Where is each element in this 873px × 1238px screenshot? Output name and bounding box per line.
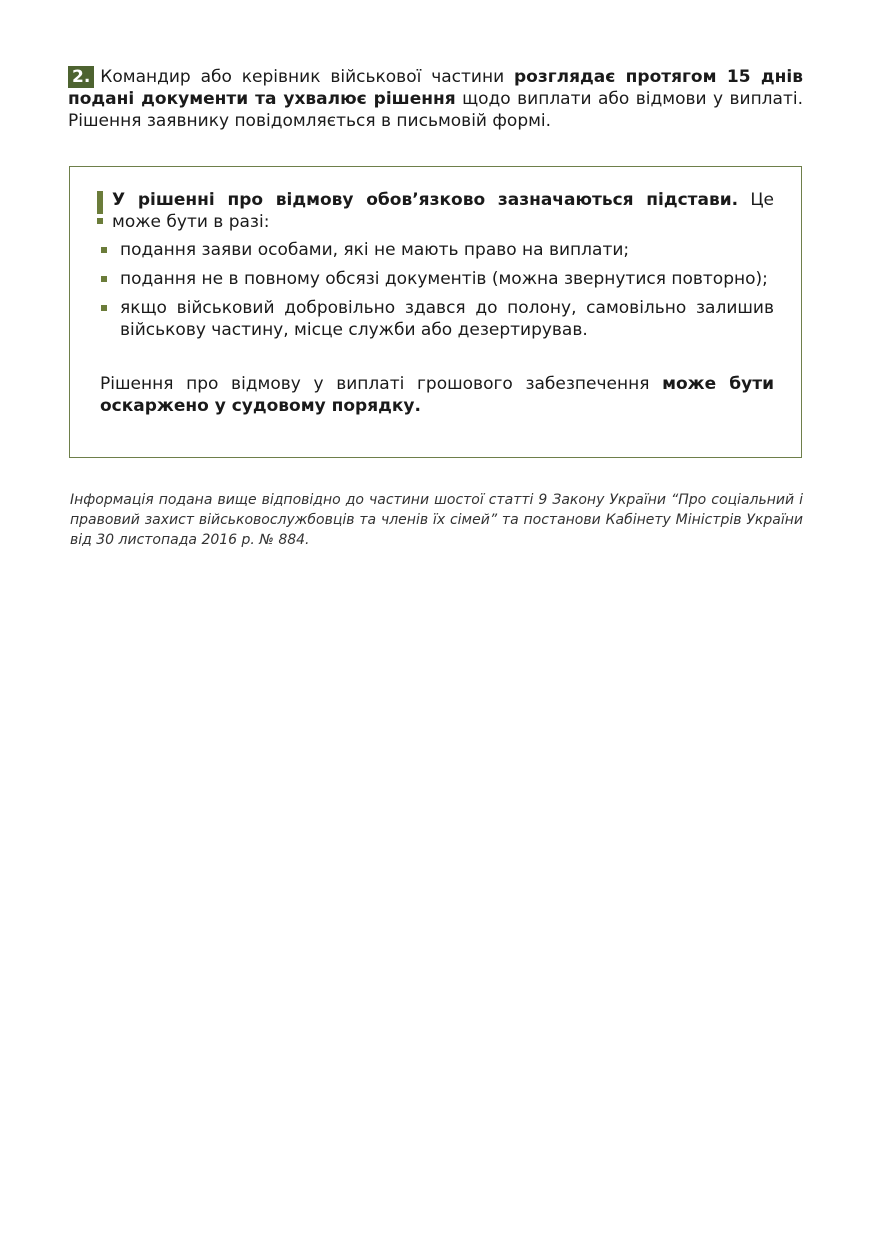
footnote: Інформація подана вище відповідно до частини шостої статті 9 Закону України “Про соціальний і правовий захист військовослужбовців та членів їх сімей” та постанови Кабінету Міністрів України від 30 листопада 2016 р. № 884. (70, 492, 803, 548)
list-item (100, 297, 774, 341)
step-text-1: Командир або керівник військової частини (100, 67, 515, 87)
list-item (100, 239, 774, 261)
notice-closing (100, 373, 774, 417)
notice-box (69, 166, 802, 458)
notice-intro (100, 189, 774, 233)
step-text-2: щодо виплати або відмови у виплаті. Рішення заявнику повідомляється в письмовій формі. (68, 89, 803, 131)
notice-body (100, 189, 774, 417)
notice-intro-text: Це може бути в разі: (112, 190, 774, 232)
closing-text: Рішення про відмову у виплаті грошового забезпечення (100, 374, 663, 394)
list-item-text: подання не в повному обсязі документів (можна звернутися повторно); (120, 269, 768, 289)
bullet-icon (101, 247, 107, 253)
bullet-icon (101, 276, 107, 282)
list-item-text: якщо військовий добровільно здався до полону, самовільно залишив військову частину, місце служби або дезертирував. (120, 298, 774, 340)
bullet-icon (101, 305, 107, 311)
reasons-list (100, 239, 774, 341)
step-bold-text: розглядає протягом 15 днів подані документи та ухвалює рішення (68, 67, 803, 109)
notice-intro-bold: У рішенні про відмову обов’язково зазначаються підстави. (112, 190, 739, 210)
list-item (100, 268, 774, 290)
closing-bold: може бути оскаржено у судовому порядку. (100, 374, 774, 416)
list-item-text: подання заяви особами, які не мають право на виплати; (120, 240, 630, 260)
step-number-badge: 2. (68, 66, 94, 88)
step-paragraph (68, 66, 803, 132)
